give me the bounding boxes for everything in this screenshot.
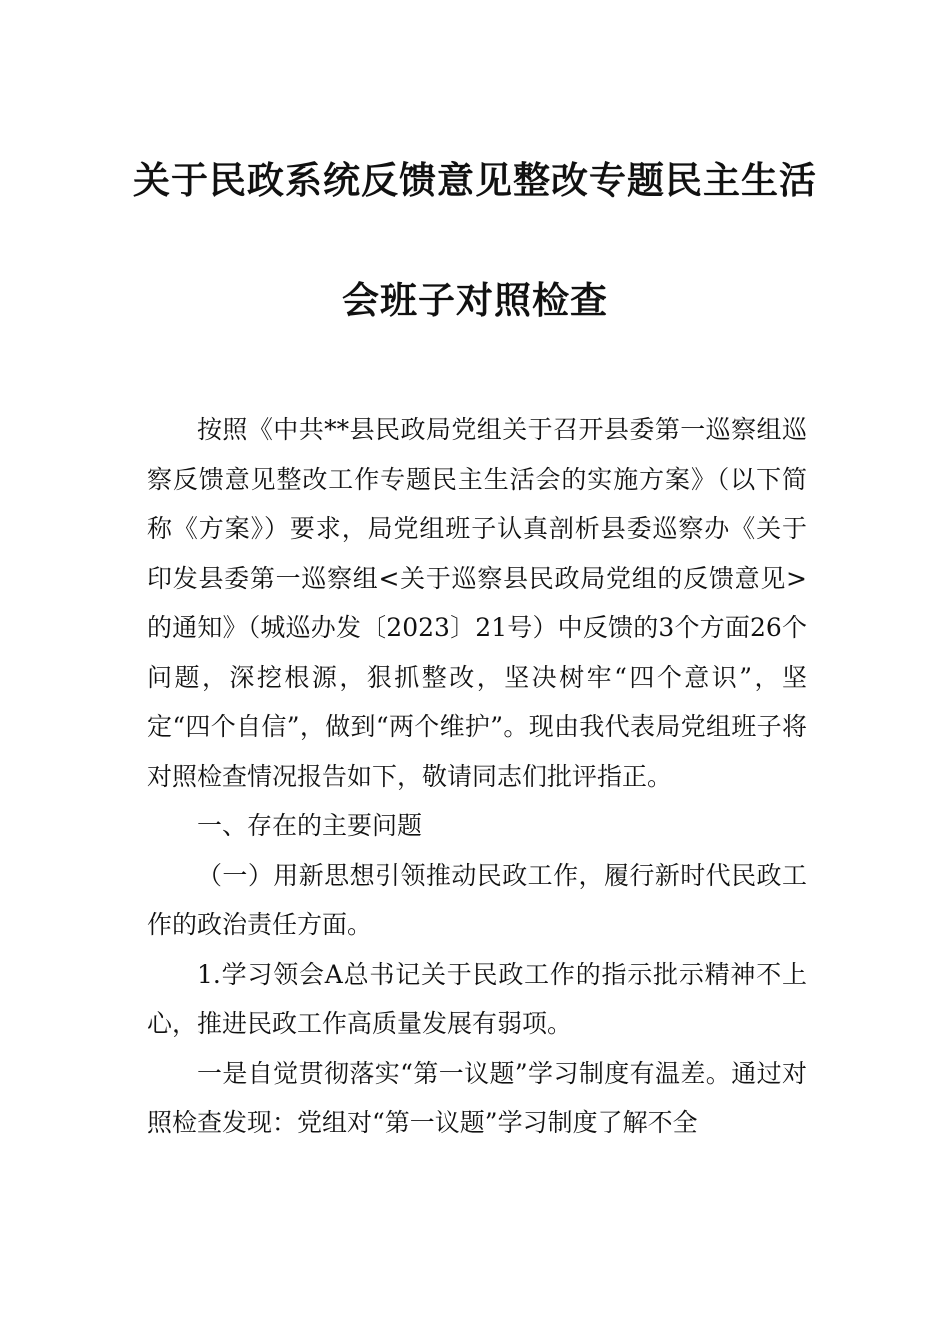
- intro-paragraph: 按照《中共**县民政局党组关于召开县委第一巡察组巡察反馈意见整改工作专题民主生活会的实施方案》（以下简称《方案》）要求，局党组班子认真剖析县委巡察办《关于印发县委第一巡察组<关于巡察县民政局党组的反馈意见>的通知》（城巡办发〔2023〕21号）中反馈的3个方面26个问题，深挖根源，狠抓整改，坚决树牢“四个意识”，坚定“四个自信”，做到“两个维护”。现由我代表局党组班子将对照检查情况报告如下，敬请同志们批评指正。: [147, 415, 807, 791]
- document-title-line-2: 会班子对照检查: [342, 278, 608, 322]
- item-heading-1: 1.学习领会A总书记关于民政工作的指示批示精神不上心，推进民政工作高质量发展有弱项。: [147, 959, 807, 1038]
- subsection-heading-1: （一）用新思想引领推动民政工作，履行新时代民政工作的政治责任方面。: [147, 860, 807, 939]
- document-title-line-1: 关于民政系统反馈意见整改专题民主生活: [133, 158, 817, 202]
- section-heading-problems: 一、存在的主要问题: [197, 811, 423, 840]
- body-paragraph: 一是自觉贯彻落实“第一议题”学习制度有温差。通过对照检查发现：党组对“第一议题”学习制度了解不全: [147, 1058, 807, 1137]
- document-body: [147, 405, 807, 1148]
